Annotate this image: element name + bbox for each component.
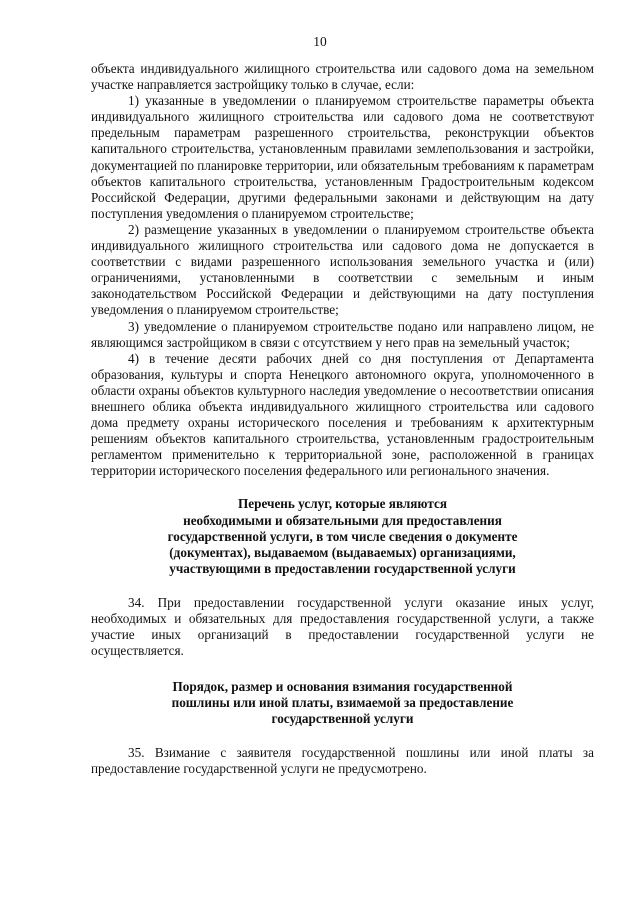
list-item-4: 4) в течение десяти рабочих дней со дня поступления от Департамента образования, культуры и спорта Ненецкого автономного округа, уполномоченного в области охраны объектов культурного наследия уведомление о несоответствии описания внешнего облика объекта индивидуального жилищного строительства или садового дома предмету охраны исторического поселения и требованиям к архитектурным решениям объектов капитального строительства, установленным градостроительным регламентом применительно к территориальной зоне, расположенной в границах территории исторического поселения федерального или регионального значения.: [91, 350, 594, 479]
list-item-3: 3) уведомление о планируемом строительстве подано или направлено лицом, не являющимся застройщиком в связи с отсутствием у него прав на земельный участок;: [91, 318, 594, 350]
section-heading-fees: [91, 679, 594, 727]
heading-line: (документах), выдаваемом (выдаваемых) организациями,: [169, 544, 516, 560]
heading-line: участвующими в предоставлении государственной услуги: [169, 560, 516, 576]
list-item-1: 1) указанные в уведомлении о планируемом строительстве параметры объекта индивидуального жилищного строительства или садового дома не соответствуют предельным параметрам разрешенного строительства, реконструкции объектов капитального строительства, установленным правилами землепользования и застройки, документацией по планировке территории, или обязательным требованиям к параметрам объектов капитального строительства, установленным Градостроительным кодексом Российской Федерации, другими федеральными законами и действующим на дату поступления уведомления о планируемом строительстве;: [91, 93, 594, 221]
page-number: 10: [313, 34, 327, 49]
intro-paragraph: объекта индивидуального жилищного строительства или садового дома на земельном участке направляется застройщику только в случае, если:: [91, 61, 594, 93]
document-body: [91, 61, 594, 777]
heading-line: государственной услуги: [271, 711, 414, 727]
paragraph-35: 35. Взимание с заявителя государственной пошлины или иной платы за предоставление государственной услуги не предусмотрено.: [91, 744, 594, 776]
section-heading-services: [91, 496, 594, 576]
heading-line: государственной услуги, в том числе сведения о документе: [167, 528, 518, 544]
list-item-2: 2) размещение указанных в уведомлении о планируемом строительстве объекта индивидуального жилищного строительства или садового дома не допускается в соответствии с видами разрешенного использования земельного участка и (или) ограничениями, установленными в соответствии с земельным и иным законодательством Российской Федерации и действующими на дату поступления уведомления о планируемом строительстве;: [91, 221, 594, 318]
heading-line: Перечень услуг, которые являются: [238, 496, 447, 512]
heading-line: пошлины или иной платы, взимаемой за предоставление: [171, 695, 514, 711]
heading-line: необходимыми и обязательными для предоставления: [183, 512, 502, 528]
paragraph-34: 34. При предоставлении государственной услуги оказание иных услуг, необходимых и обязательных для предоставления государственной услуги, а также участие иных организаций в предоставлении государственной услуги не осуществляется.: [91, 594, 594, 659]
heading-line: Порядок, размер и основания взимания государственной: [172, 679, 513, 695]
